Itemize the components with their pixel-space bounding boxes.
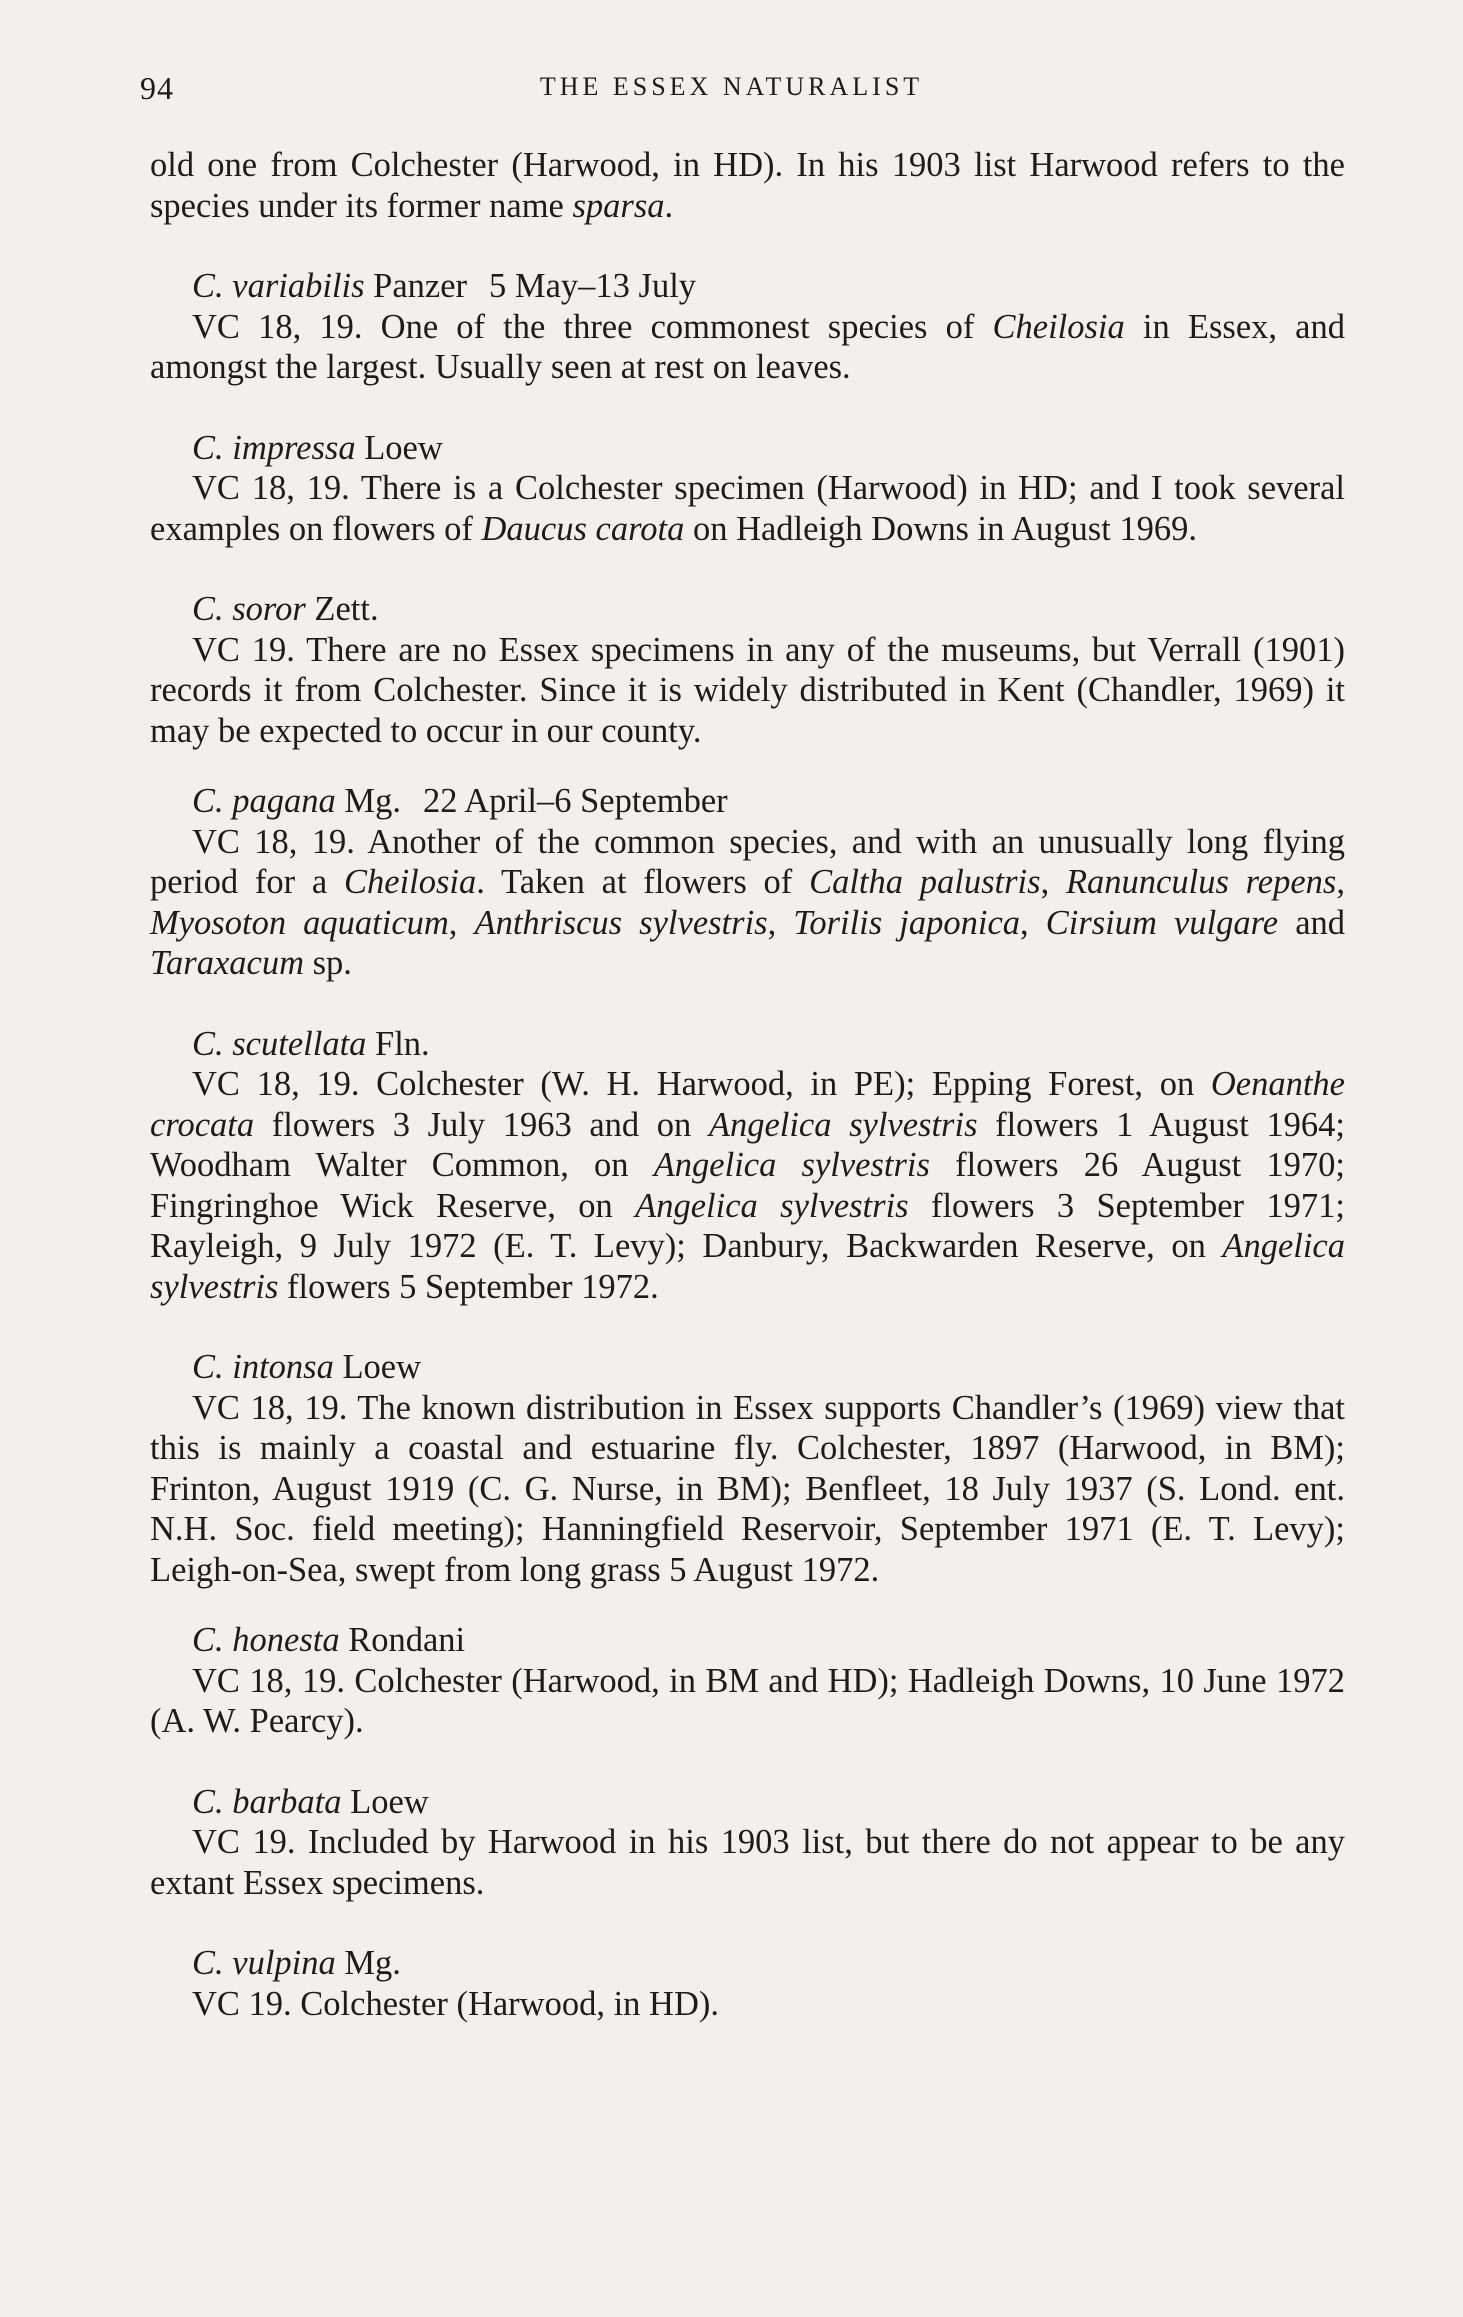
species-author: Loew bbox=[333, 1348, 422, 1386]
species-text-pagana bbox=[150, 822, 1345, 984]
text-run: VC 18, 19. One of the three commonest species of bbox=[192, 307, 993, 346]
species-author: Loew bbox=[355, 428, 443, 467]
species-heading-vulpina bbox=[150, 1943, 1345, 1984]
text-run: flowers 3 July 1963 and on bbox=[254, 1105, 709, 1144]
text-run: VC 19. Included by Harwood in his 1903 list, but there do not appear to be any extant Essex specimens. bbox=[150, 1823, 1345, 1902]
intro-text-end: . bbox=[664, 186, 674, 225]
italic-run: Caltha palustris bbox=[809, 863, 1041, 901]
species-author: Zett. bbox=[305, 590, 379, 628]
text-run: , bbox=[1040, 863, 1066, 901]
text-run: VC 18, 19. Another of the common species, and with an unusually long flying period for a bbox=[150, 822, 1345, 901]
species-name: C. barbata bbox=[192, 1782, 342, 1821]
text-run: . Taken at flowers of bbox=[476, 863, 810, 901]
species-heading-impressa bbox=[150, 428, 1345, 469]
text-run: flowers 3 September 1971; Rayleigh, 9 July 1972 (E. T. Levy); Danbury, Backwarden Reserve, on bbox=[150, 1186, 1345, 1265]
italic-run: Cirsium vulgare bbox=[1045, 903, 1279, 942]
text-run: VC 18, 19. There is a Colchester specimen (Harwood) in HD; and I took several examples on flowers of bbox=[150, 469, 1345, 548]
text-run: on Hadleigh Downs in August 1969. bbox=[684, 509, 1198, 548]
italic-run: Torilis japonica bbox=[793, 903, 1021, 942]
running-title: THE ESSEX NATURALIST bbox=[539, 72, 924, 101]
species-heading-scutellata bbox=[150, 1024, 1345, 1065]
italic-run: Cheilosia bbox=[344, 863, 477, 901]
text-run: and bbox=[1278, 903, 1346, 942]
text-run: VC 19. There are no Essex specimens in any of the museums, but Verrall (1901) records it from Colchester. Since it is widely distributed in Kent (Chandler, 1969) it may be expected to occur in our county. bbox=[150, 630, 1345, 750]
species-text-vulpina bbox=[150, 1984, 1345, 2025]
italic-run: Cheilosia bbox=[992, 307, 1125, 346]
text-run: , bbox=[1336, 863, 1345, 901]
species-heading-pagana bbox=[150, 781, 1345, 822]
italic-run: Daucus carota bbox=[481, 509, 685, 548]
species-author: Mg. bbox=[335, 782, 401, 820]
text-run: VC 18, 19. Colchester (Harwood, in BM and HD); Hadleigh Downs, 10 June 1972 (A. W. Pearcy). bbox=[150, 1661, 1345, 1740]
italic-run: Angelica sylvestris bbox=[708, 1105, 978, 1144]
text-run: VC 19. Colchester (Harwood, in HD). bbox=[192, 1984, 719, 2023]
body-text bbox=[150, 145, 1345, 2024]
species-name: C. pagana bbox=[192, 782, 336, 820]
species-text-scutellata bbox=[150, 1064, 1345, 1307]
species-heading-barbata bbox=[150, 1782, 1345, 1823]
text-run: , bbox=[448, 903, 475, 942]
species-name: C. vulpina bbox=[192, 1944, 336, 1982]
text-run: sp. bbox=[304, 944, 352, 982]
species-name: C. honesta bbox=[192, 1621, 340, 1659]
species-name: C. intonsa bbox=[192, 1348, 334, 1386]
italic-run: Ranunculus repens bbox=[1065, 863, 1337, 901]
text-run: flowers 5 September 1972. bbox=[278, 1267, 659, 1306]
species-text-honesta bbox=[150, 1661, 1345, 1742]
intro-paragraph bbox=[150, 145, 1345, 226]
text-run: , bbox=[767, 903, 794, 942]
species-heading-honesta bbox=[150, 1620, 1345, 1661]
italic-run: Angelica sylvestris bbox=[150, 1227, 1345, 1306]
species-name: C. variabilis bbox=[192, 267, 365, 305]
species-heading-soror bbox=[150, 589, 1345, 630]
species-author: Loew bbox=[341, 1782, 429, 1821]
species-author: Panzer bbox=[364, 267, 468, 305]
italic-run: Angelica sylvestris bbox=[653, 1146, 930, 1184]
text-run: in Essex, and amongst the largest. Usually seen at rest on leaves. bbox=[150, 307, 1345, 386]
species-author: Fln. bbox=[366, 1024, 430, 1063]
italic-run: Oenanthe crocata bbox=[150, 1065, 1345, 1144]
text-run: , bbox=[1020, 903, 1046, 942]
italic-run: Angelica sylvestris bbox=[635, 1186, 909, 1225]
species-text-barbata bbox=[150, 1822, 1345, 1903]
intro-italic: sparsa bbox=[572, 186, 665, 225]
italic-run: Anthriscus sylvestris bbox=[474, 903, 768, 942]
text-run: flowers 1 August 1964; Woodham Walter Common, on bbox=[150, 1105, 1345, 1184]
species-name: C. scutellata bbox=[192, 1024, 367, 1063]
species-name: C. soror bbox=[192, 590, 306, 628]
italic-run: Taraxacum bbox=[150, 944, 304, 982]
species-author: Rondani bbox=[339, 1621, 466, 1659]
species-author: Mg. bbox=[335, 1944, 401, 1982]
page-number: 94 bbox=[140, 70, 174, 106]
species-text-intonsa bbox=[150, 1388, 1345, 1591]
flight-dates: 5 May–13 July bbox=[489, 267, 697, 305]
species-text-impressa bbox=[150, 468, 1345, 549]
text-run: VC 18, 19. Colchester (W. H. Harwood, in PE); Epping Forest, on bbox=[192, 1065, 1211, 1103]
species-heading-intonsa bbox=[150, 1347, 1345, 1388]
species-heading-variabilis bbox=[150, 266, 1345, 307]
intro-text: old one from Colchester (Harwood, in HD). In his 1903 list Harwood refers to the species under its former name bbox=[150, 146, 1345, 225]
italic-run: Myosoton aquaticum bbox=[150, 903, 449, 942]
species-text-variabilis bbox=[150, 307, 1345, 388]
species-text-soror bbox=[150, 630, 1345, 752]
flight-dates: 22 April–6 September bbox=[422, 782, 728, 820]
species-name: C. impressa bbox=[192, 428, 356, 467]
text-run: VC 18, 19. The known distribution in Essex supports Chandler’s (1969) view that this is mainly a coastal and estuarine fly. Colchester, 1897 (Harwood, in BM); Frinton, August 1919 (C. G. Nurse, in BM); Benfleet, 18 July 1937 (S. Lond. ent. N.H. Soc. field meeting); Hanningfield Reservoir, September 1971 (E. T. Levy); Leigh-on-Sea, swept from long grass 5 August 1972. bbox=[150, 1388, 1345, 1589]
text-run: flowers 26 August 1970; Fingringhoe Wick Reserve, on bbox=[150, 1146, 1346, 1225]
